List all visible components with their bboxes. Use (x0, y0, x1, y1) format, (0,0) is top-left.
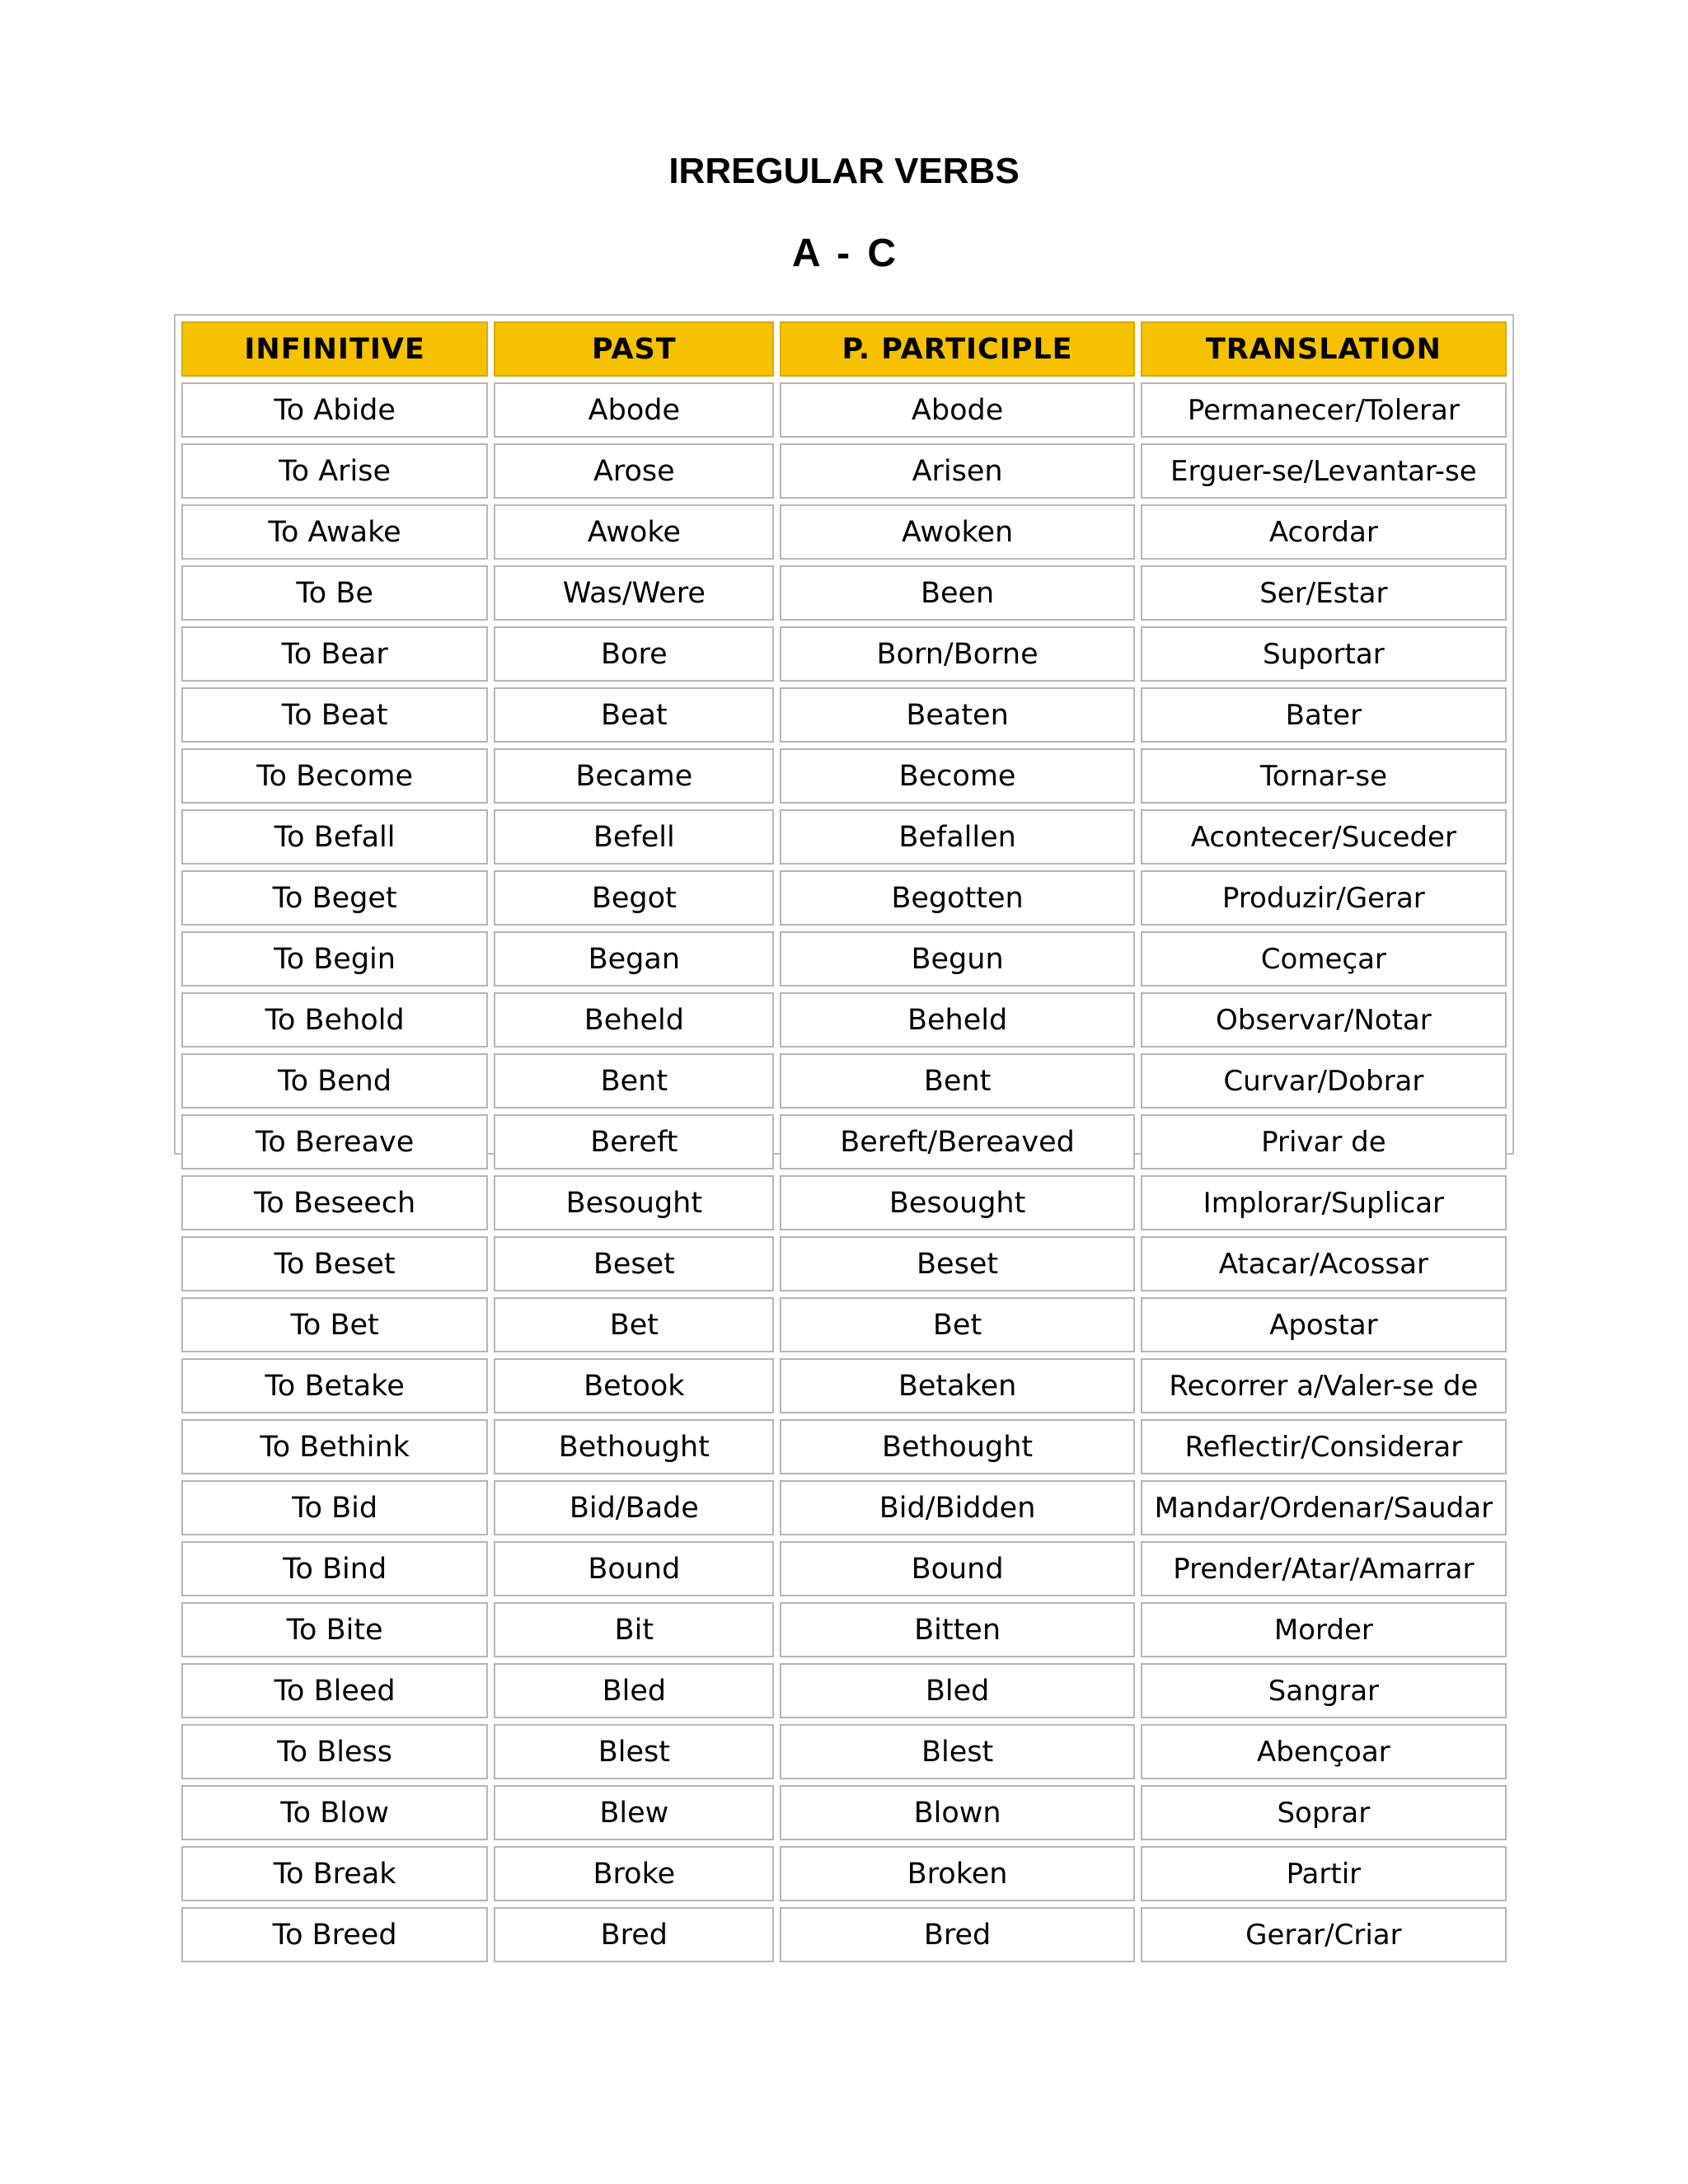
cell-infinitive: To Bethink (181, 1419, 488, 1474)
cell-infinitive: To Begin (181, 931, 488, 987)
verbs-table-frame (174, 314, 1514, 1952)
cell-past: Beset (494, 1236, 774, 1291)
table-row (181, 1785, 1507, 1840)
cell-past: Bit (494, 1602, 774, 1657)
cell-translation: Curvar/Dobrar (1141, 1053, 1507, 1108)
cell-infinitive: To Bet (181, 1297, 488, 1352)
header-translation: TRANSLATION (1141, 321, 1507, 377)
cell-translation: Tornar-se (1141, 748, 1507, 804)
cell-past-participle: Beset (780, 1236, 1134, 1291)
cell-past-participle: Bid/Bidden (780, 1480, 1134, 1535)
cell-translation: Gerar/Criar (1141, 1907, 1507, 1962)
cell-translation: Erguer-se/Levantar-se (1141, 443, 1507, 499)
cell-translation: Sangrar (1141, 1663, 1507, 1718)
cell-past: Beheld (494, 992, 774, 1047)
cell-past-participle: Beaten (780, 687, 1134, 743)
cell-past-participle: Befallen (780, 809, 1134, 865)
cell-infinitive: To Bear (181, 626, 488, 682)
cell-past: Befell (494, 809, 774, 865)
cell-past: Was/Were (494, 565, 774, 621)
cell-past-participle: Bereft/Bereaved (780, 1114, 1134, 1169)
cell-infinitive: To Blow (181, 1785, 488, 1840)
cell-past-participle: Besought (780, 1175, 1134, 1230)
cell-infinitive: To Abide (181, 382, 488, 438)
cell-past-participle: Bred (780, 1907, 1134, 1962)
cell-translation: Suportar (1141, 626, 1507, 682)
cell-past-participle: Arisen (780, 443, 1134, 499)
table-row (181, 931, 1507, 987)
table-row (181, 1053, 1507, 1108)
cell-past: Abode (494, 382, 774, 438)
cell-translation: Permanecer/Tolerar (1141, 382, 1507, 438)
table-row (181, 748, 1507, 804)
table-row (181, 809, 1507, 865)
cell-translation: Bater (1141, 687, 1507, 743)
cell-past-participle: Awoken (780, 504, 1134, 560)
cell-infinitive: To Beat (181, 687, 488, 743)
cell-infinitive: To Bite (181, 1602, 488, 1657)
cell-translation: Atacar/Acossar (1141, 1236, 1507, 1291)
cell-infinitive: To Betake (181, 1358, 488, 1413)
cell-past: Bethought (494, 1419, 774, 1474)
table-row (181, 1724, 1507, 1779)
table-row (181, 1114, 1507, 1169)
table-body (181, 382, 1507, 1962)
page-title: IRREGULAR VERBS (668, 151, 1020, 191)
cell-past-participle: Bitten (780, 1602, 1134, 1657)
table-row (181, 504, 1507, 560)
cell-infinitive: To Behold (181, 992, 488, 1047)
cell-past: Broke (494, 1846, 774, 1901)
cell-past-participle: Bent (780, 1053, 1134, 1108)
table-row (181, 1541, 1507, 1596)
cell-past-participle: Bled (780, 1663, 1134, 1718)
cell-translation: Morder (1141, 1602, 1507, 1657)
cell-past: Begot (494, 870, 774, 926)
table-row (181, 443, 1507, 499)
cell-past: Bent (494, 1053, 774, 1108)
cell-translation: Partir (1141, 1846, 1507, 1901)
cell-translation: Soprar (1141, 1785, 1507, 1840)
table-row (181, 1236, 1507, 1291)
cell-translation: Mandar/Ordenar/Saudar (1141, 1480, 1507, 1535)
cell-infinitive: To Break (181, 1846, 488, 1901)
irregular-verbs-table (176, 316, 1512, 1968)
cell-translation: Produzir/Gerar (1141, 870, 1507, 926)
cell-past: Bound (494, 1541, 774, 1596)
cell-past: Began (494, 931, 774, 987)
cell-infinitive: To Beget (181, 870, 488, 926)
cell-infinitive: To Become (181, 748, 488, 804)
table-row (181, 1907, 1507, 1962)
table-header-row (181, 321, 1507, 377)
cell-translation: Ser/Estar (1141, 565, 1507, 621)
cell-past-participle: Begun (780, 931, 1134, 987)
cell-past-participle: Bet (780, 1297, 1134, 1352)
table-row (181, 382, 1507, 438)
cell-past: Betook (494, 1358, 774, 1413)
cell-past: Blest (494, 1724, 774, 1779)
cell-past: Besought (494, 1175, 774, 1230)
table-row (181, 626, 1507, 682)
cell-translation: Privar de (1141, 1114, 1507, 1169)
cell-past-participle: Abode (780, 382, 1134, 438)
cell-infinitive: To Bless (181, 1724, 488, 1779)
table-row (181, 870, 1507, 926)
cell-past-participle: Been (780, 565, 1134, 621)
header-infinitive: INFINITIVE (181, 321, 488, 377)
cell-translation: Apostar (1141, 1297, 1507, 1352)
cell-past-participle: Beheld (780, 992, 1134, 1047)
cell-past: Arose (494, 443, 774, 499)
table-row (181, 1297, 1507, 1352)
table-row (181, 1663, 1507, 1718)
cell-infinitive: To Beset (181, 1236, 488, 1291)
cell-infinitive: To Arise (181, 443, 488, 499)
table-row (181, 1358, 1507, 1413)
cell-past: Became (494, 748, 774, 804)
cell-past: Blew (494, 1785, 774, 1840)
cell-infinitive: To Bind (181, 1541, 488, 1596)
table-row (181, 992, 1507, 1047)
cell-infinitive: To Bereave (181, 1114, 488, 1169)
cell-past-participle: Blest (780, 1724, 1134, 1779)
cell-past-participle: Bound (780, 1541, 1134, 1596)
cell-past: Beat (494, 687, 774, 743)
cell-past: Awoke (494, 504, 774, 560)
cell-infinitive: To Be (181, 565, 488, 621)
cell-past-participle: Begotten (780, 870, 1134, 926)
table-row (181, 1480, 1507, 1535)
table-row (181, 565, 1507, 621)
cell-translation: Começar (1141, 931, 1507, 987)
cell-translation: Prender/Atar/Amarrar (1141, 1541, 1507, 1596)
cell-translation: Reflectir/Considerar (1141, 1419, 1507, 1474)
table-row (181, 1419, 1507, 1474)
header-past-participle: P. PARTICIPLE (780, 321, 1134, 377)
table-row (181, 1602, 1507, 1657)
cell-translation: Implorar/Suplicar (1141, 1175, 1507, 1230)
cell-infinitive: To Awake (181, 504, 488, 560)
cell-infinitive: To Befall (181, 809, 488, 865)
cell-past-participle: Betaken (780, 1358, 1134, 1413)
table-row (181, 1175, 1507, 1230)
cell-past: Bid/Bade (494, 1480, 774, 1535)
header-past: PAST (494, 321, 774, 377)
cell-infinitive: To Bid (181, 1480, 488, 1535)
cell-past-participle: Become (780, 748, 1134, 804)
cell-translation: Acontecer/Suceder (1141, 809, 1507, 865)
cell-translation: Observar/Notar (1141, 992, 1507, 1047)
cell-translation: Abençoar (1141, 1724, 1507, 1779)
cell-past-participle: Born/Borne (780, 626, 1134, 682)
cell-translation: Recorrer a/Valer-se de (1141, 1358, 1507, 1413)
cell-past: Bore (494, 626, 774, 682)
table-row (181, 1846, 1507, 1901)
cell-past: Bred (494, 1907, 774, 1962)
cell-past-participle: Broken (780, 1846, 1134, 1901)
cell-translation: Acordar (1141, 504, 1507, 560)
cell-infinitive: To Bleed (181, 1663, 488, 1718)
cell-infinitive: To Breed (181, 1907, 488, 1962)
table-row (181, 687, 1507, 743)
letter-range-subtitle: A - C (791, 232, 897, 275)
cell-past: Bled (494, 1663, 774, 1718)
cell-past-participle: Blown (780, 1785, 1134, 1840)
cell-infinitive: To Bend (181, 1053, 488, 1108)
cell-past-participle: Bethought (780, 1419, 1134, 1474)
cell-past: Bereft (494, 1114, 774, 1169)
cell-past: Bet (494, 1297, 774, 1352)
cell-infinitive: To Beseech (181, 1175, 488, 1230)
